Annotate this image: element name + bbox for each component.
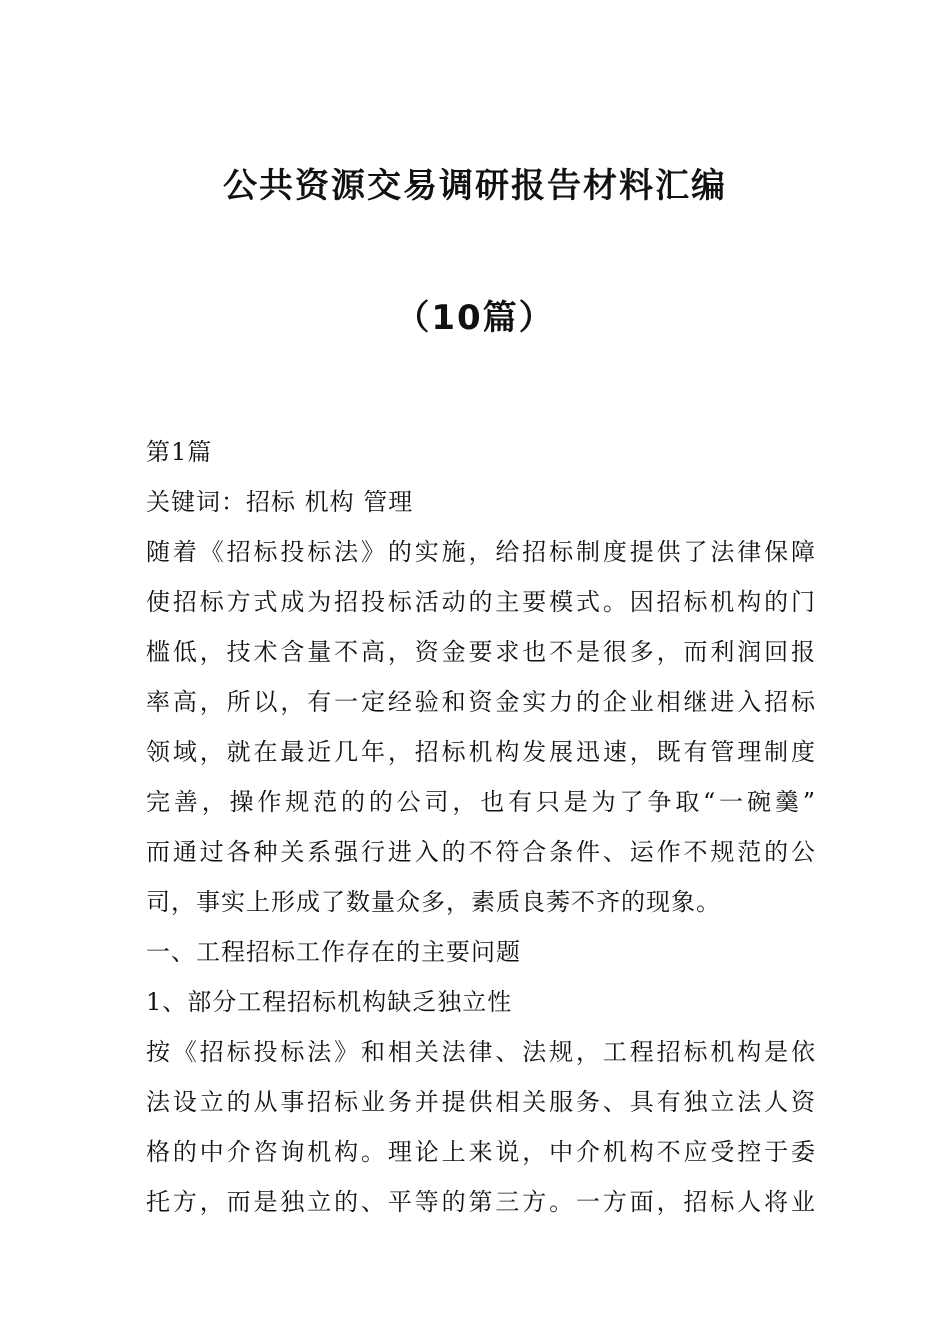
paragraph-line: 而通过各种关系强行进入的不符合条件、运作不规范的公	[146, 838, 816, 866]
section-heading: 一、工程招标工作存在的主要问题	[146, 938, 521, 966]
document-title: 公共资源交易调研报告材料汇编	[223, 166, 727, 206]
paragraph-line: 完善，操作规范的的公司，也有只是为了争取“一碗羹”	[146, 788, 816, 816]
paragraph-line: 随着《招标投标法》的实施，给招标制度提供了法律保障	[146, 538, 816, 566]
keywords-line: 关键词：招标 机构 管理	[146, 488, 414, 516]
paragraph-line: 托方，而是独立的、平等的第三方。一方面，招标人将业	[146, 1188, 816, 1216]
document-subtitle: （10篇）	[395, 298, 555, 338]
paragraph-line: 格的中介咨询机构。理论上来说，中介机构不应受控于委	[146, 1138, 816, 1166]
section-label: 第1篇	[146, 438, 213, 466]
paragraph-line: 领域，就在最近几年，招标机构发展迅速，既有管理制度	[146, 738, 816, 766]
paragraph-line: 槛低，技术含量不高，资金要求也不是很多，而利润回报	[146, 638, 816, 666]
paragraph-line: 法设立的从事招标业务并提供相关服务、具有独立法人资	[146, 1088, 816, 1116]
paragraph-line: 使招标方式成为招投标活动的主要模式。因招标机构的门	[146, 588, 816, 616]
subsection-heading: 1、部分工程招标机构缺乏独立性	[146, 988, 513, 1016]
paragraph-line: 率高，所以，有一定经验和资金实力的企业相继进入招标	[146, 688, 816, 716]
paragraph-line: 按《招标投标法》和相关法律、法规，工程招标机构是依	[146, 1038, 816, 1066]
paragraph-line: 司，事实上形成了数量众多，素质良莠不齐的现象。	[146, 888, 721, 916]
